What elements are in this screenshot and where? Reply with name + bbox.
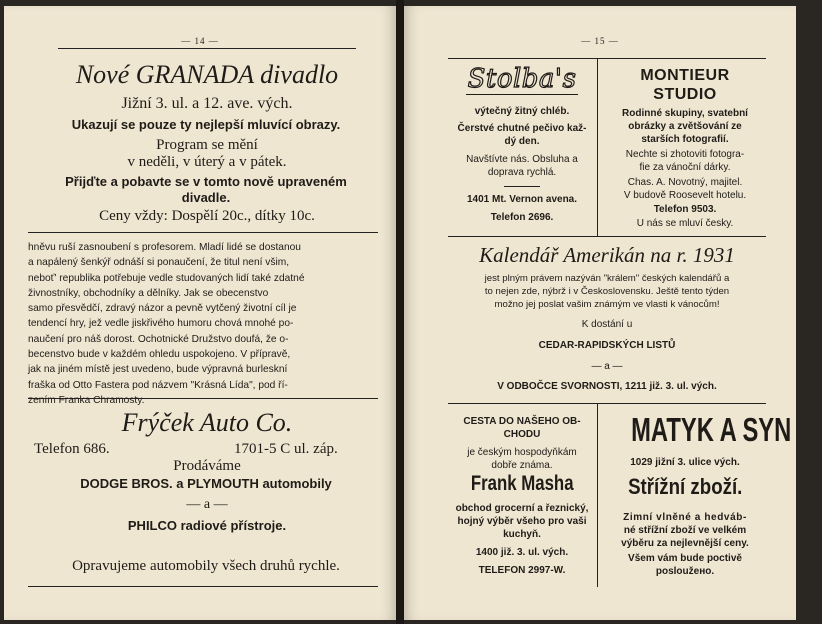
frycek-title: Frýček Auto Co. bbox=[121, 408, 293, 437]
article-text bbox=[28, 240, 372, 408]
kalendar-line: CEDAR-RAPIDSKÝCH LISTŮ bbox=[538, 340, 676, 351]
article-line: tendencí hry, jež vedle jiskřivého humoru chová mnohé po- bbox=[28, 318, 294, 330]
stolba-line: Navštívte nás. Obsluha a bbox=[466, 154, 578, 165]
matyk-line: né střížní zboží ve velkém bbox=[623, 525, 747, 536]
kalendar-line: K dostání u bbox=[581, 319, 633, 330]
kalendar-line: — a — bbox=[591, 361, 623, 372]
divider bbox=[28, 232, 378, 233]
masha-name-text: Frank Masha bbox=[470, 472, 574, 495]
kalendar-line: možno jej poslat vašim známým ve vlasti k vánocům! bbox=[494, 299, 720, 310]
montieur-line: Nechte si zhotoviti fotogra- bbox=[625, 149, 745, 160]
masha-line: obchod grocerní a řeznický, bbox=[455, 503, 589, 514]
granada-line: divadle. bbox=[181, 190, 231, 205]
montieur-line: fie za vánoční dárky. bbox=[639, 162, 731, 173]
article-line: neboť' republika potřebuje vedle studovaných lidí také zdatné bbox=[28, 272, 305, 284]
matyk-title-text: MATYK A SYN bbox=[631, 411, 792, 448]
stolba-line: doprava rychlá. bbox=[487, 167, 557, 178]
frycek-line: Opravujeme automobily všech druhů rychle. bbox=[72, 558, 340, 574]
montieur-title: MONTIEUR bbox=[640, 67, 730, 84]
article-line: a napálený šenkýř odnáší si ponaučení, že titul není všim, bbox=[28, 257, 290, 269]
article-line: zením Franka Chramosty. bbox=[28, 394, 145, 406]
granada-address: Jižní 3. ul. a 12. ave. vých. bbox=[121, 95, 293, 112]
montieur-title: STUDIO bbox=[653, 86, 717, 103]
stolba-line: výtečný žitný chléb. bbox=[474, 106, 570, 117]
divider bbox=[58, 48, 356, 49]
left-page bbox=[4, 6, 396, 620]
right-page bbox=[404, 6, 796, 620]
article-line: naučení pro náš dorost. Ochotnické Družstvo doufá, že o- bbox=[28, 333, 289, 345]
matyk-subtitle bbox=[600, 474, 770, 500]
article-line: jak na jiném místě jest uvedeno, bude výpravná burleskní bbox=[28, 364, 288, 376]
kalendar-line: V ODBOČCE SVORNOSTI, 1211 již. 3. ul. vých. bbox=[497, 381, 717, 392]
frycek-line: PHILCO radiové přístroje. bbox=[127, 518, 287, 533]
frycek-line: Prodáváme bbox=[173, 458, 241, 474]
matyk-line: Všem vám bude poctivě bbox=[628, 553, 742, 564]
granada-line: Ukazují se pouze ty nejlepší mluvící obrazy. bbox=[71, 117, 341, 132]
page-number-right: — 15 — bbox=[581, 36, 619, 46]
matyk-subtitle-text: Střížní zboží. bbox=[627, 474, 743, 499]
masha-line: CHODU bbox=[503, 429, 541, 440]
matyk-address: 1029 jižní 3. ulice vých. bbox=[630, 457, 740, 468]
frycek-line: DODGE BROS. a PLYMOUTH automobily bbox=[80, 476, 332, 491]
matyk-line: výběru za nejlevnější ceny. bbox=[621, 538, 749, 549]
montieur-line: Chas. A. Novotný, majitel. bbox=[627, 177, 743, 188]
divider bbox=[448, 58, 766, 59]
granada-title: Nové GRANADA divadlo bbox=[75, 60, 339, 89]
logo-underline bbox=[466, 94, 578, 95]
stolba-line: dý den. bbox=[504, 136, 540, 147]
masha-line: hojný výběr všeho pro vaši bbox=[457, 516, 587, 527]
montieur-line: obrázky a zvětšování ze bbox=[628, 121, 742, 132]
stolba-phone: Telefon 2696. bbox=[490, 212, 554, 223]
granada-line: Přijďte a pobavte se v tomto nově upraveném bbox=[65, 174, 347, 189]
masha-line: dobře známa. bbox=[491, 460, 553, 471]
frycek-line: — a — bbox=[186, 497, 228, 512]
kalendar-line: jest plným právem nazýván "králem" českých kalendářů a bbox=[484, 273, 730, 284]
montieur-line: U nás se mluví česky. bbox=[636, 218, 734, 229]
masha-address: 1400 již. 3. ul. vých. bbox=[475, 547, 569, 558]
frycek-phone: Telefon 686. bbox=[34, 441, 110, 457]
montieur-line: starších fotografií. bbox=[641, 134, 729, 145]
kalendar-line: to nejen zde, nýbrž i v Československu. Ještě tento týden bbox=[484, 286, 730, 297]
page-number-left: — 14 — bbox=[181, 36, 219, 46]
article-line: becenstvo bude v každém ohledu uspokojeno. V přípravě, bbox=[28, 349, 291, 361]
divider bbox=[448, 403, 766, 404]
article-line: samo přesvědčí, zdravý názor a pevně vytčený životní cíl je bbox=[28, 303, 297, 315]
divider bbox=[597, 58, 598, 236]
stolba-logo bbox=[448, 64, 596, 95]
divider bbox=[28, 586, 378, 587]
masha-name bbox=[448, 472, 596, 496]
divider bbox=[28, 398, 378, 399]
article-line: fraška od Otto Fastera pod názvem "Krásná Lída", pod ří- bbox=[28, 379, 288, 391]
article-line: živnostníky, obchodníky a dělníky. Jak se obecenstvo bbox=[28, 287, 269, 299]
article-line: hněvu ruší zasnoubení s profesorem. Mladí lidé se dostanou bbox=[28, 242, 301, 253]
masha-line: kuchyň. bbox=[503, 529, 541, 540]
masha-line: CESTA DO NAŠEHO OB- bbox=[463, 416, 581, 427]
kalendar-title: Kalendář Amerikán na r. 1931 bbox=[479, 243, 735, 267]
stolba-line: Čerstvé chutné pečivo kaž- bbox=[457, 123, 587, 134]
divider bbox=[504, 186, 540, 187]
masha-phone: TELEFON 2997-W. bbox=[478, 565, 566, 576]
granada-line: Program se mění bbox=[156, 137, 258, 153]
matyk-line: Zimní vlněné a hedváb- bbox=[623, 512, 747, 523]
matyk-line: posloužено. bbox=[655, 566, 715, 577]
granada-line: v neděli, v úterý a v pátek. bbox=[127, 154, 287, 170]
divider bbox=[448, 236, 766, 237]
matyk-title bbox=[600, 411, 792, 449]
montieur-phone: Telefon 9503. bbox=[653, 204, 717, 215]
frycek-address: 1701-5 C ul. záp. bbox=[234, 441, 338, 457]
book-gutter bbox=[396, 0, 404, 624]
montieur-line: Rodinné skupiny, svatební bbox=[622, 108, 748, 119]
divider bbox=[597, 403, 598, 587]
masha-line: je českým hospodyňkám bbox=[467, 447, 577, 458]
granada-prices: Ceny vždy: Dospělí 20c., dítky 10c. bbox=[99, 208, 315, 224]
montieur-line: V budově Roosevelt hotelu. bbox=[623, 190, 747, 201]
stolba-address: 1401 Mt. Vernon avena. bbox=[466, 194, 578, 205]
stolba-logo-text: Stolba's bbox=[467, 64, 577, 94]
